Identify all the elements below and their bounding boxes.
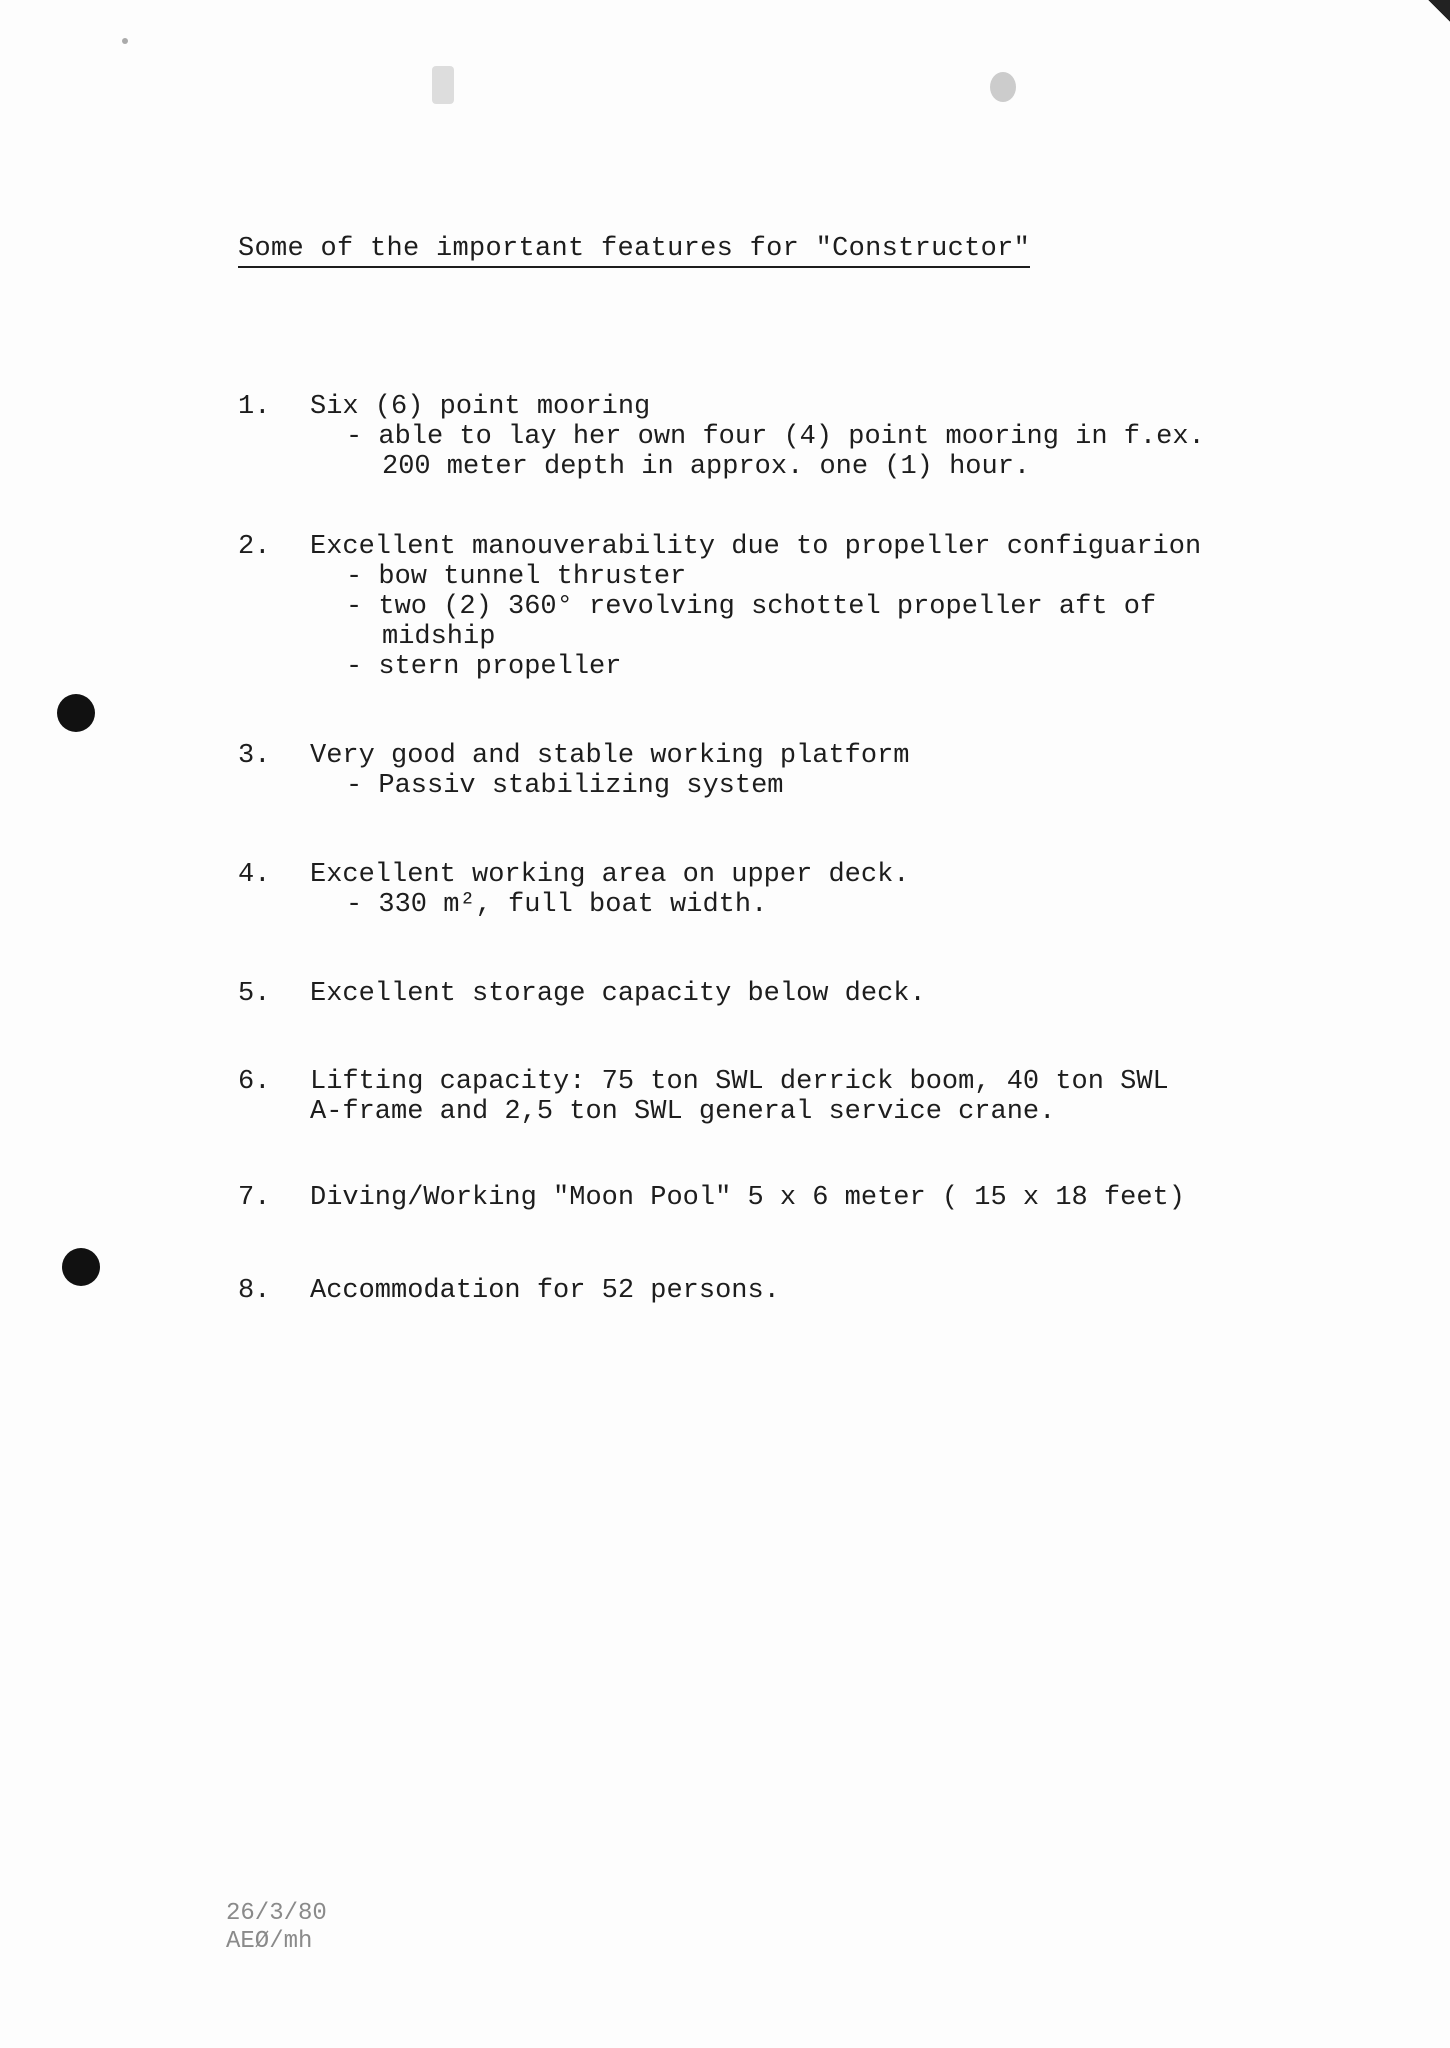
speck [122, 38, 128, 44]
speck [990, 72, 1016, 102]
footer-reference [226, 1900, 327, 1956]
item-number: 8. [238, 1276, 271, 1306]
item-number: 5. [238, 979, 271, 1009]
item-number: 4. [238, 860, 271, 890]
item-heading: Diving/Working "Moon Pool" 5 x 6 meter ( 15 x 18 feet) [310, 1183, 1185, 1213]
item-heading: Six (6) point mooring [310, 392, 651, 422]
item-number: 1. [238, 392, 271, 422]
punch-hole [62, 1248, 100, 1286]
punch-hole [57, 694, 95, 732]
item-number: 3. [238, 741, 271, 771]
item-detail: - bow tunnel thruster [346, 562, 687, 592]
item-number: 2. [238, 532, 271, 562]
item-heading: Accommodation for 52 persons. [310, 1276, 780, 1306]
item-detail: - stern propeller [346, 652, 622, 682]
page-corner-fold [1428, 0, 1450, 22]
item-detail: - 330 m², full boat width. [346, 890, 768, 920]
item-heading: Very good and stable working platform [310, 741, 910, 771]
item-detail: - two (2) 360° revolving schottel propeller aft of [346, 592, 1157, 622]
item-detail: 200 meter depth in approx. one (1) hour. [382, 452, 1031, 482]
item-number: 6. [238, 1067, 271, 1097]
item-heading: Excellent manouverability due to propeller configuarion [310, 532, 1202, 562]
item-detail: - Passiv stabilizing system [346, 771, 784, 801]
item-number: 7. [238, 1183, 271, 1213]
item-detail: - able to lay her own four (4) point mooring in f.ex. [346, 422, 1205, 452]
item-heading: Lifting capacity: 75 ton SWL derrick boom, 40 ton SWL [310, 1067, 1169, 1097]
page-title: Some of the important features for "Constructor" [238, 234, 1030, 268]
item-heading: Excellent storage capacity below deck. [310, 979, 926, 1009]
footer-initials: AEØ/mh [226, 1928, 313, 1955]
item-detail: A-frame and 2,5 ton SWL general service crane. [310, 1097, 1056, 1127]
speck [432, 66, 454, 104]
item-detail: midship [382, 622, 496, 652]
item-heading: Excellent working area on upper deck. [310, 860, 910, 890]
footer-date: 26/3/80 [226, 1900, 327, 1927]
